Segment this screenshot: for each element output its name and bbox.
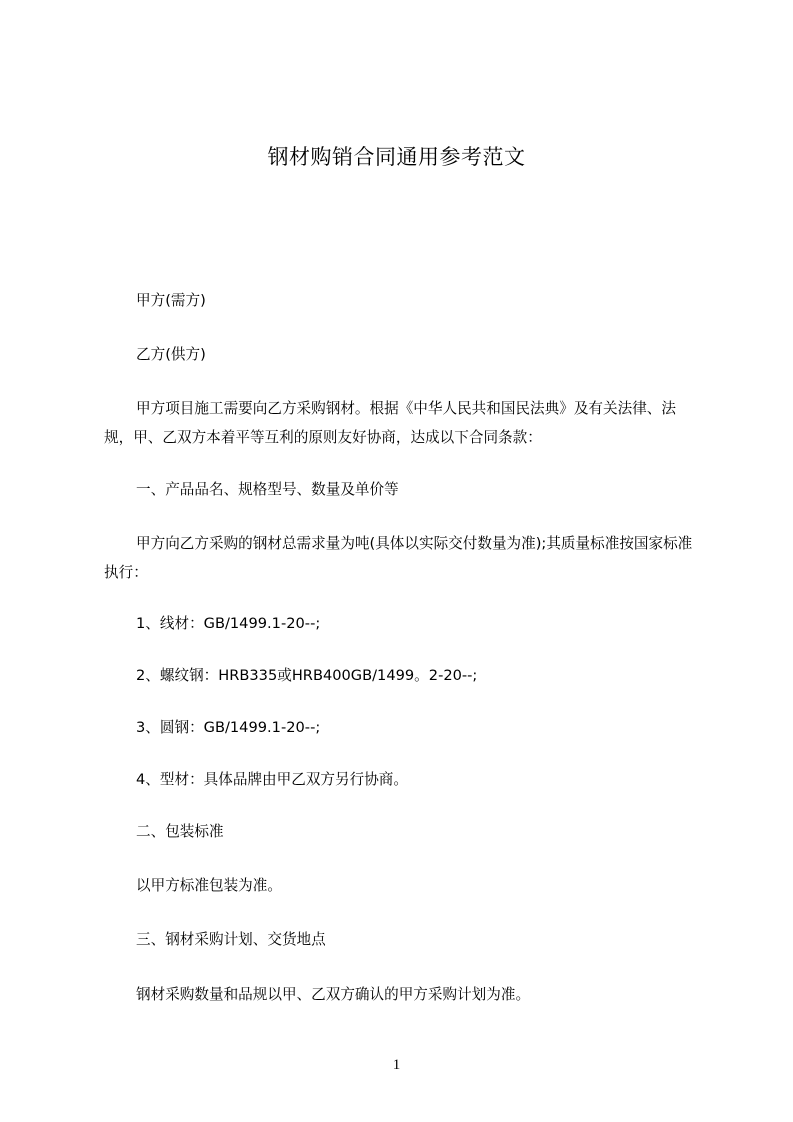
packaging-paragraph: 以甲方标准包装为准。: [136, 877, 282, 894]
quantity-paragraph: 甲方向乙方采购的钢材总需求量为吨(具体以实际交付数量为准);其质量标准按国家标准执行：: [104, 535, 693, 581]
intro-paragraph: 甲方项目施工需要向乙方采购钢材。根据《中华人民共和国民法典》及有关法律、法规，甲、乙双方本着平等互利的原则友好协商，达成以下合同条款：: [104, 400, 676, 446]
list-item-4: 4、型材：具体品牌由甲乙双方另行协商。: [136, 771, 408, 788]
list-item-1: 1、线材：GB/1499.1-20--;: [136, 615, 321, 632]
section-heading-2: 二、包装标准: [136, 823, 224, 840]
page-number: 1: [392, 1057, 401, 1073]
list-item-3: 3、圆钢：GB/1499.1-20--;: [136, 719, 321, 736]
document-title: 钢材购销合同通用参考范文: [267, 145, 526, 169]
procurement-paragraph: 钢材采购数量和品规以甲、乙双方确认的甲方采购计划为准。: [136, 986, 531, 1003]
party-b-line: 乙方(供方): [136, 346, 206, 363]
party-a-line: 甲方(需方): [136, 292, 206, 309]
section-heading-1: 一、产品品名、规格型号、数量及单价等: [136, 481, 399, 498]
list-item-2: 2、螺纹钢：HRB335或HRB400GB/1499。2-20--;: [136, 667, 478, 684]
section-heading-3: 三、钢材采购计划、交货地点: [136, 931, 326, 948]
